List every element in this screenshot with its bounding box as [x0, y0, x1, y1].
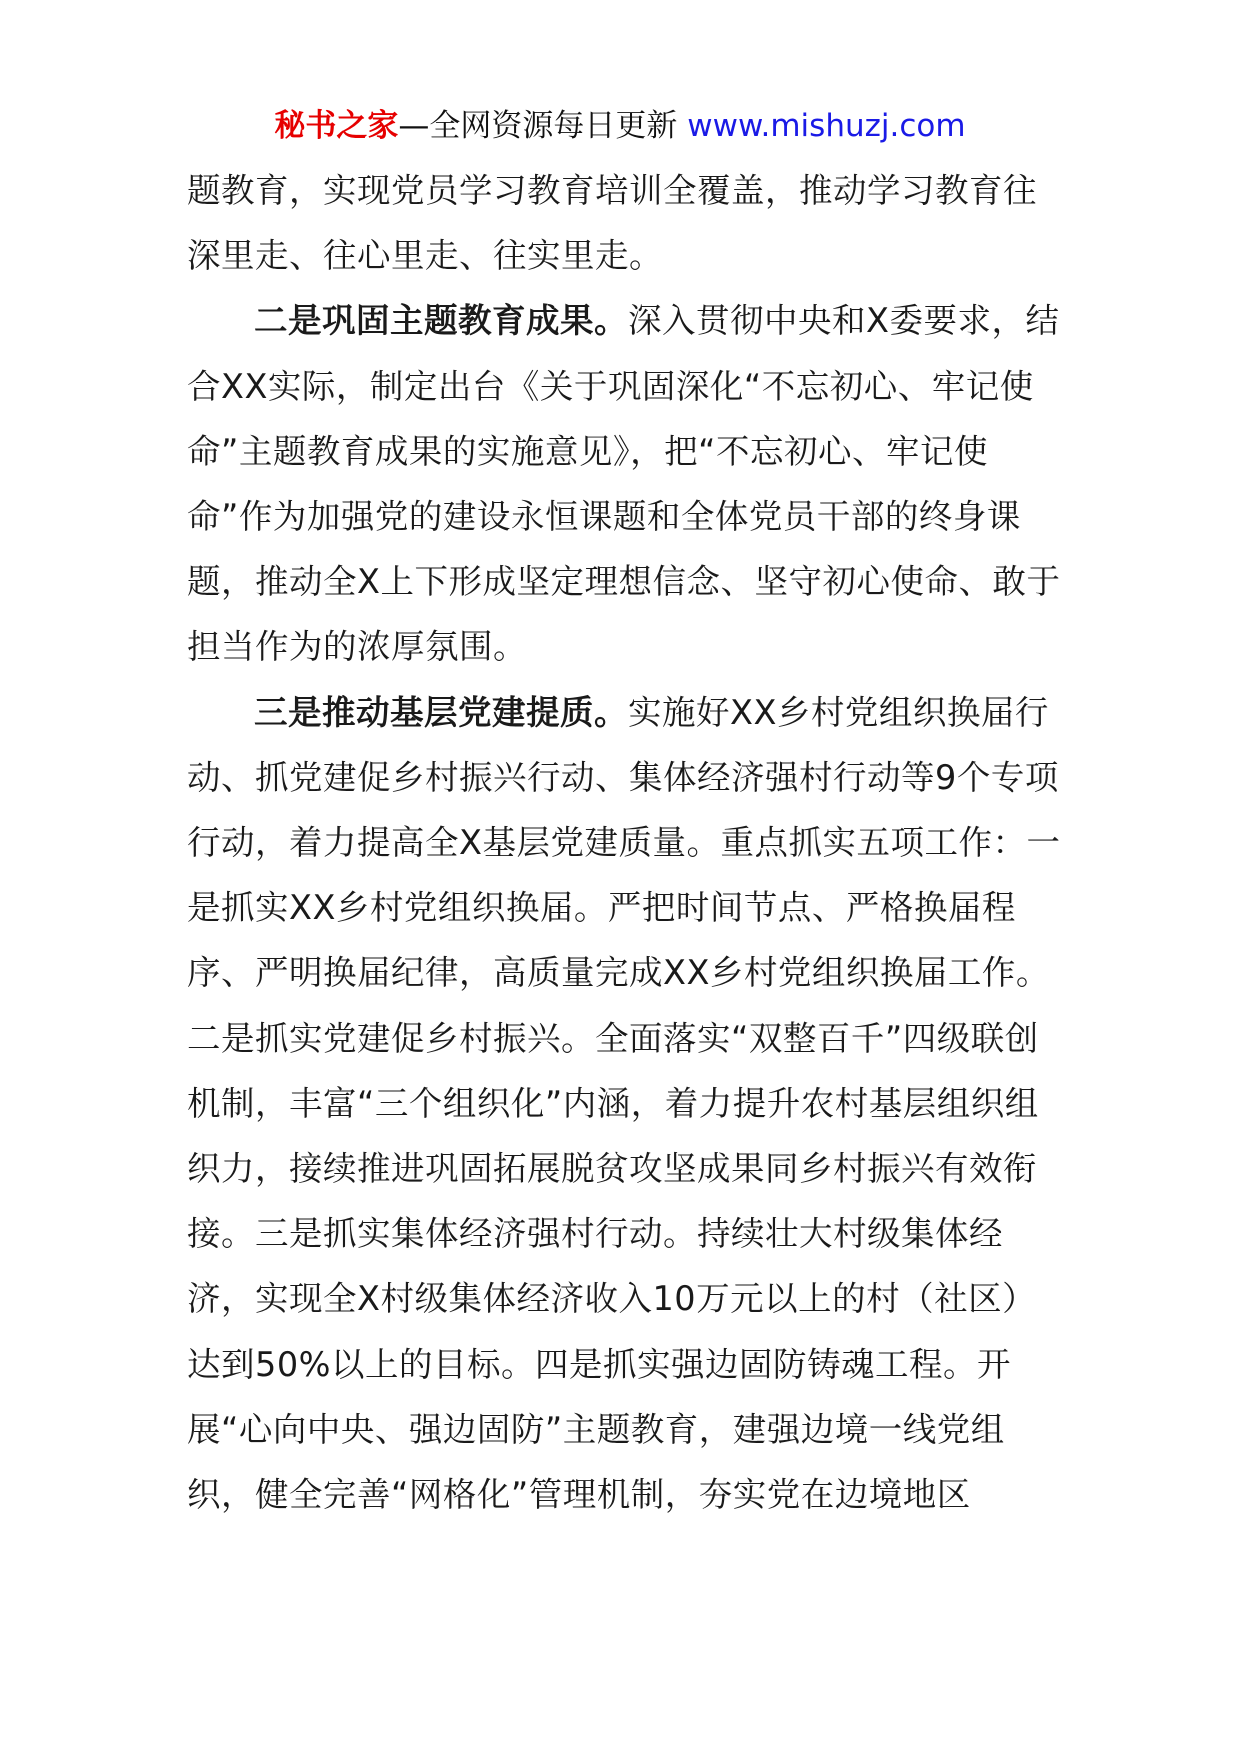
paragraph-text: 深入贯彻中央和X委要求，结合XX实际，制定出台《关于巩固深化“不忘初心、牢记使命”主题教育成果的实施意见》，把“不忘初心、牢记使命”作为加强党的建设永恒课题和全体党员干部的终身课题，推动全X上下形成坚定理想信念、坚守初心使命、敢于担当作为的浓厚氛围。: [187, 301, 1061, 667]
paragraph-text: 题教育，实现党员学习教育培训全覆盖，推动学习教育往深里走、往心里走、往实里走。: [187, 171, 1037, 276]
paragraph-text: 实施好XX乡村党组织换届行动、抓党建促乡村振兴行动、集体经济强村行动等9个专项行动，着力提高全X基层党建质量。重点抓实五项工作：一是抓实XX乡村党组织换届。严把时间节点、严格换届程序、严明换届纪律，高质量完成XX乡村党组织换届工作。二是抓实党建促乡村振兴。全面落实“双整百千”四级联创机制，丰富“三个组织化”内涵，着力提升农村基层组织组织力，接续推进巩固拓展脱贫攻坚成果同乡村振兴有效衔接。三是抓实集体经济强村行动。持续壮大村级集体经济，实现全X村级集体经济收入10万元以上的村（社区）达到50%以上的目标。四是抓实强边固防铸魂工程。开展“心向中央、强边固防”主题教育，建强边境一线党组织，健全完善“网格化”管理机制，夯实党在边境地区: [187, 692, 1061, 1515]
paragraph-heading: 二是巩固主题教育成果。: [254, 301, 628, 341]
site-header: [0, 104, 1240, 148]
site-url-link[interactable]: www.mishuzj.com: [687, 108, 966, 144]
paragraph-continuation: [187, 158, 1067, 288]
paragraph-grassroots-party-building: [187, 680, 1067, 1528]
document-body: [187, 158, 1067, 1527]
site-tagline: —全网资源每日更新: [398, 108, 678, 144]
site-brand: 秘书之家: [274, 108, 399, 144]
paragraph-heading: 三是推动基层党建提质。: [254, 692, 628, 732]
paragraph-consolidate-education: [187, 288, 1067, 679]
